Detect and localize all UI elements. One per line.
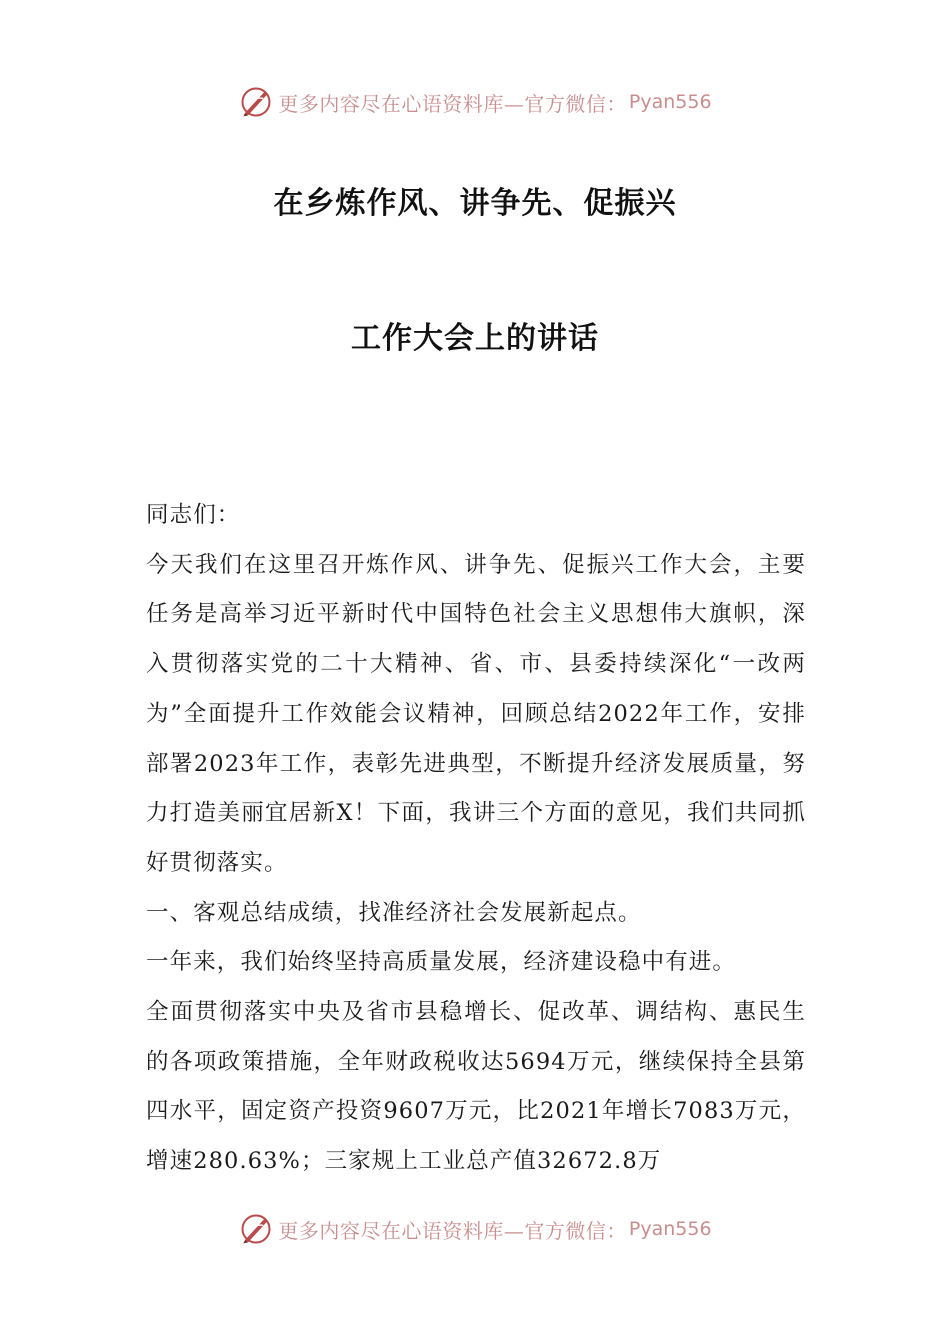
section-heading-1: 一、客观总结成绩，找准经济社会发展新起点。: [146, 899, 642, 926]
watermark-header: [0, 80, 950, 124]
paragraph-details: 全面贯彻落实中央及省市县稳增长、促改革、调结构、惠民生的各项政策措施，全年财政税收达5694万元，继续保持全县第四水平，固定资产投资9607万元，比2021年增长7083万元，增速280.63%；三家规上工业总产值32672.8万: [146, 999, 806, 1175]
paragraph-summary: 一年来，我们始终坚持高质量发展，经济建设稳中有进。: [146, 949, 737, 976]
document-body: [146, 491, 806, 1187]
pen-logo-icon: [238, 84, 274, 120]
document-title-line2: 工作大会上的讲话: [351, 321, 599, 356]
watermark-text: 更多内容尽在心语资料库—官方微信：: [278, 91, 627, 116]
pen-logo-icon: [238, 1211, 274, 1247]
salutation: 同志们：: [146, 502, 241, 528]
watermark-text: 更多内容尽在心语资料库—官方微信：: [278, 1218, 627, 1243]
document-title-line1: 在乡炼作风、讲争先、促振兴: [273, 186, 677, 221]
paragraph-intro: 今天我们在这里召开炼作风、讲争先、促振兴工作大会，主要任务是高举习近平新时代中国特色社会主义思想伟大旗帜，深入贯彻落实党的二十大精神、省、市、县委持续深化“一改两为”全面提升工作效能会议精神，回顾总结2022年工作，安排部署2023年工作，表彰先进典型，不断提升经济发展质量，努力打造美丽宜居新X！下面，我讲三个方面的意见，我们共同抓好贯彻落实。: [146, 551, 806, 876]
watermark-wechat-id: Pyan556: [628, 1218, 712, 1240]
watermark-wechat-id: Pyan556: [628, 91, 712, 113]
watermark-footer: [0, 1207, 950, 1251]
